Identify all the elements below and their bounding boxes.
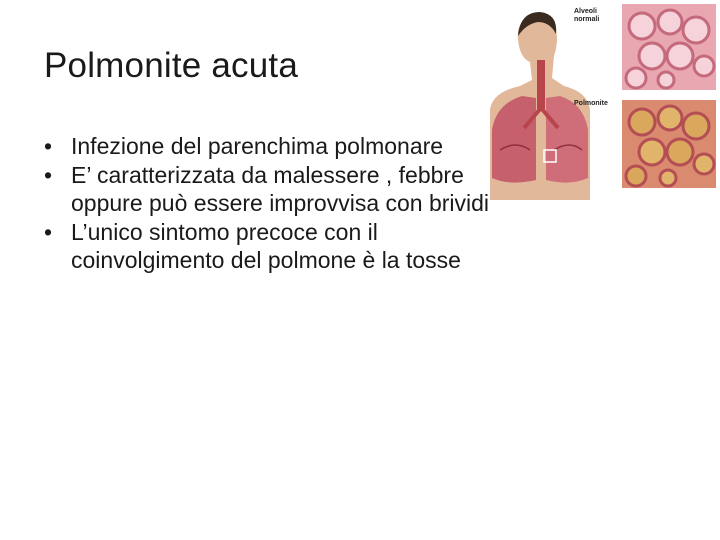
pneumonia-illustration (470, 0, 720, 200)
bullet-marker: • (44, 218, 53, 245)
bullet-list (44, 132, 514, 275)
caption-pneumonia: Polmonite (574, 100, 608, 107)
bullet-text: Infezione del parenchima polmonare (71, 133, 444, 159)
slide-title: Polmonite acuta (44, 46, 298, 85)
bullet-marker: • (44, 133, 53, 159)
bullet-item (44, 132, 514, 161)
bullet-marker: • (44, 161, 53, 188)
normal-alveoli-panel (622, 4, 716, 90)
bullet-text: E’ caratterizzata da malessere , febbre oppure può essere improvvisa con brividi (71, 161, 490, 216)
caption-normal: Alveoli normali (574, 8, 600, 23)
pneumonia-alveoli-panel (622, 100, 716, 188)
bullet-item (44, 218, 501, 275)
bullet-item (44, 161, 491, 218)
bullet-text: L’unico sintomo precoce con il coinvolgimento del polmone è la tosse (71, 218, 461, 273)
